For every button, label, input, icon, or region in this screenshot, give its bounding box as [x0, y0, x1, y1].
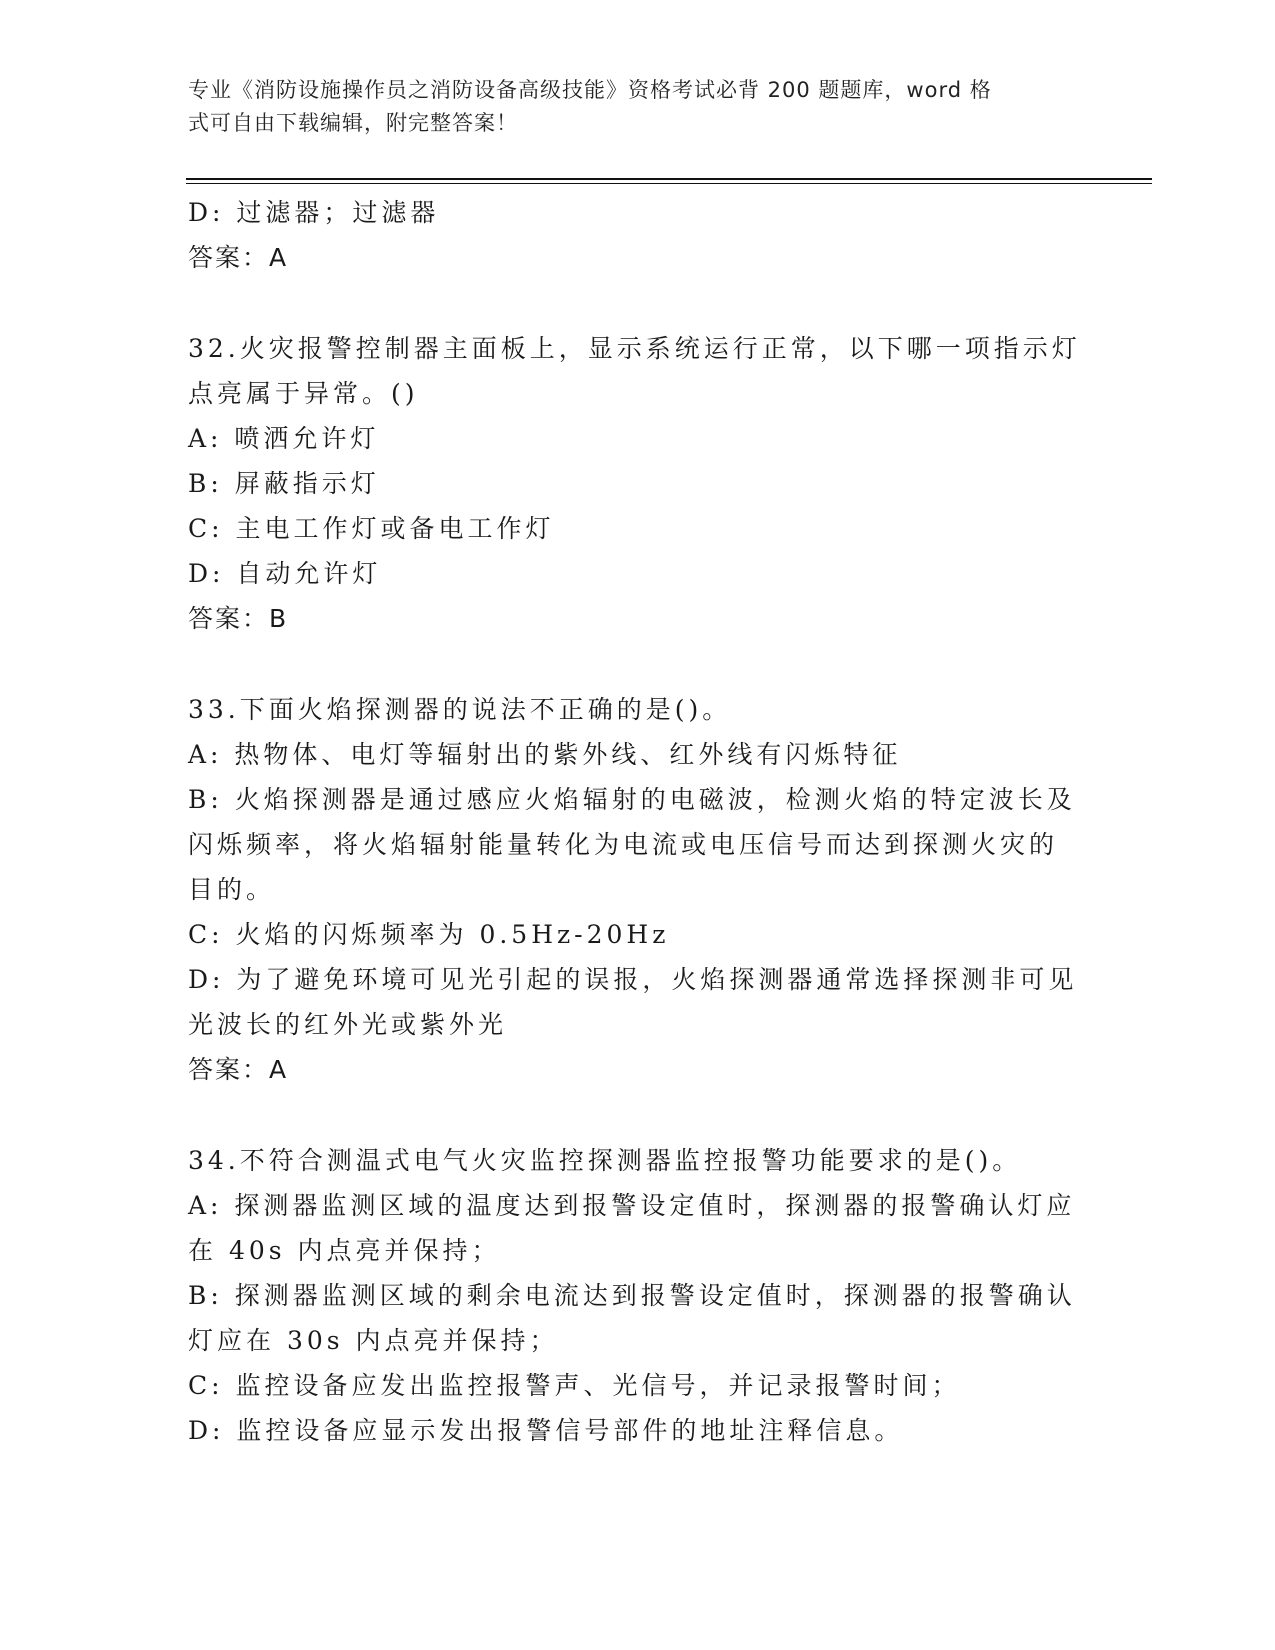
option-c: C: 监控设备应发出监控报警声、光信号，并记录报警时间； — [188, 1371, 961, 1400]
option-a: A: 探测器监测区域的温度达到报警设定值时，探测器的报警确认灯应 — [188, 1191, 1076, 1220]
question-31-tail — [188, 190, 1088, 280]
spacer — [188, 641, 1088, 687]
question-34 — [188, 1138, 1088, 1453]
option-a-continued: 在 40s 内点亮并保持； — [188, 1236, 501, 1265]
option-c: C: 火焰的闪烁频率为 0.5Hz-20Hz — [188, 920, 670, 949]
option-b: B: 探测器监测区域的剩余电流达到报警设定值时，探测器的报警确认 — [188, 1281, 1076, 1310]
answer-line: 答案：B — [188, 604, 289, 633]
option-a: A: 热物体、电灯等辐射出的紫外线、红外线有闪烁特征 — [188, 740, 902, 769]
question-stem: 34.不符合测温式电气火灾监控探测器监控报警功能要求的是()。 — [188, 1146, 1022, 1175]
question-list — [188, 190, 1088, 1453]
option-d: D: 监控设备应显示发出报警信号部件的地址注释信息。 — [188, 1416, 904, 1445]
option-d: D: 过滤器；过滤器 — [188, 198, 440, 227]
option-c: C: 主电工作灯或备电工作灯 — [188, 514, 555, 543]
document-header — [188, 74, 1068, 140]
option-d: D: 自动允许灯 — [188, 559, 382, 588]
question-stem: 33.下面火焰探测器的说法不正确的是()。 — [188, 695, 732, 724]
option-b: B: 屏蔽指示灯 — [188, 469, 380, 498]
question-32 — [188, 326, 1088, 641]
question-stem: 32.火灾报警控制器主面板上，显示系统运行正常，以下哪一项指示灯 — [188, 334, 1081, 363]
option-b-continued: 闪烁频率，将火焰辐射能量转化为电流或电压信号而达到探测火灾的 — [188, 830, 1059, 859]
question-33 — [188, 687, 1088, 1092]
header-title-line-1: 专业《消防设施操作员之消防设备高级技能》资格考试必背 200 题题库，word 格 — [188, 78, 992, 102]
spacer — [188, 1092, 1088, 1138]
question-stem-continued: 点亮属于异常。() — [188, 379, 419, 408]
header-divider-thick — [186, 178, 1152, 180]
answer-line: 答案：A — [188, 243, 289, 272]
answer-line: 答案：A — [188, 1055, 289, 1084]
option-b-continued: 目的。 — [188, 875, 276, 904]
header-divider-thin — [186, 183, 1152, 184]
header-title-line-2: 式可自由下载编辑，附完整答案！ — [188, 111, 518, 135]
spacer — [188, 280, 1088, 326]
option-b-continued: 灯应在 30s 内点亮并保持； — [188, 1326, 559, 1355]
option-d: D: 为了避免环境可见光引起的误报，火焰探测器通常选择探测非可见 — [188, 965, 1078, 994]
option-d-continued: 光波长的红外光或紫外光 — [188, 1010, 508, 1039]
option-a: A: 喷洒允许灯 — [188, 424, 380, 453]
option-b: B: 火焰探测器是通过感应火焰辐射的电磁波，检测火焰的特定波长及 — [188, 785, 1076, 814]
